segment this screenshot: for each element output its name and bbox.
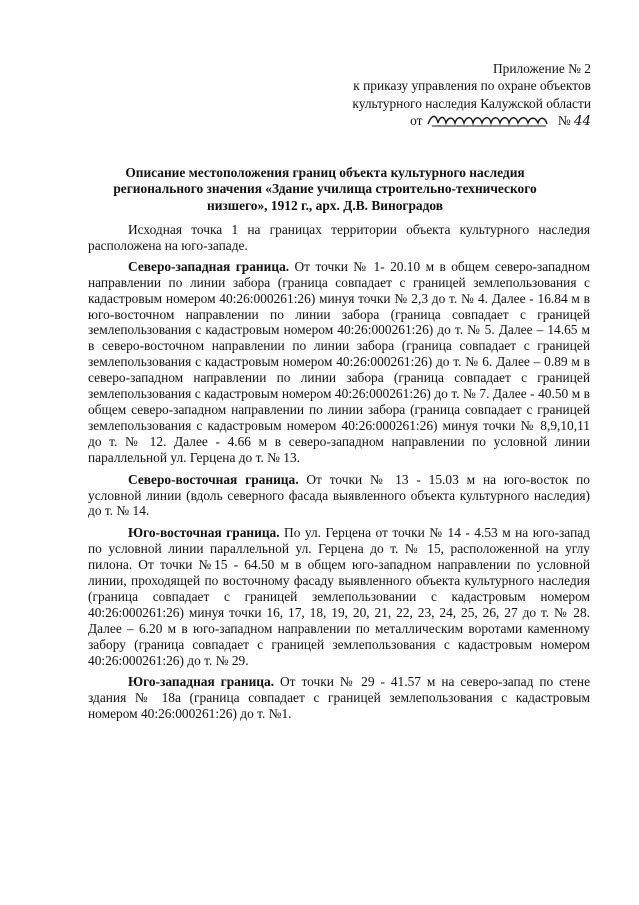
- intro-paragraph: Исходная точка 1 на границах территории объекта культурного наследия расположена на юго-западе.: [88, 222, 590, 253]
- order-number: 44: [573, 114, 591, 130]
- order-date-prefix: от: [410, 113, 426, 129]
- northeast-boundary-paragraph: [88, 472, 590, 520]
- southwest-boundary-text: От точки № 29 - 41.57 м на северо-запад по стене здания № 18а (граница совпадает с границей землепользования с кадастровым номером 40:26:000261:26) до т. №1.: [88, 674, 591, 722]
- northeast-boundary-heading: Северо-восточная граница.: [128, 471, 299, 487]
- southeast-boundary-text: По ул. Герцена от точки № 14 - 4.53 м на юго-запад по условной линии параллельной ул. Герцена до т. № 15, расположенной на углу пилона. От точки №15 - 64.50 м в общем юго-западном направлении по условной линии, проходящей по восточному фасаду выявленного объекта культурного наследия (граница совпадает с границей землепользовании с кадастровым номером 40:26:000261:26) минуя точки 16, 17, 18, 19, 20, 21, 22, 23, 24, 25, 26, 27 до т. № 28. Далее – 6.20 м в юго-западном направлении по металлическим воротами каменному забору (граница совпадает с границей землепользования с кадастровым номером 40:26:000261:26) до т. № 29.: [88, 525, 590, 668]
- appendix-header: [291, 60, 591, 131]
- title-line-2: регионального значения «Здание училища строительно-технического: [113, 181, 537, 197]
- northwest-boundary-text: От точки № 1- 20.10 м в общем северо-западном направлении по линии забора (граница совпадает с границей землепользования с кадастровым номером 40:26:000261:26) минуя точки № 2,3 до т. № 4. Далее - 16.84 м в юго-восточном направлении по линии забора (граница совпадает с границей землепользования с кадастровым номером 40:26:000261:26) до т. № 5. Далее – 14.65 м в северо-восточном направлении по линии забора (граница совпадает с границей землепользования с кадастровым номером 40:26:000261:26) до т. № 6. Далее – 0.89 м в северо-западном направлении по линии забора (граница совпадает с границей землепользования с кадастровым номером 40:26:000261:26) до т. № 7. Далее - 40.50 м в общем северо-западном направлении по линии забора (граница совпадает с границей землепользования с кадастровым номером 40:26:000261:26) минуя точки № 8,9,10,11 до т. № 12. Далее - 4.66 м в северо-западном направлении по условной линии параллельной ул. Герцена до т. № 13.: [88, 258, 590, 465]
- order-reference-line: к приказу управления по охране объектов: [353, 78, 591, 94]
- southwest-boundary-heading: Юго-западная граница.: [128, 674, 275, 690]
- southwest-boundary-paragraph: [88, 674, 590, 722]
- order-number-sign: №: [557, 113, 571, 129]
- boundary-description: [88, 222, 590, 728]
- handwritten-date-signature: [426, 112, 558, 128]
- document-title: [80, 165, 570, 214]
- southeast-boundary-paragraph: [88, 525, 590, 668]
- title-line-3: низшего», 1912 г., арх. Д.В. Виноградов: [206, 197, 443, 213]
- order-date-line: [291, 112, 591, 130]
- appendix-number: Приложение № 2: [492, 61, 591, 76]
- northwest-boundary-paragraph: [88, 259, 590, 466]
- northwest-boundary-heading: Северо-западная граница.: [128, 258, 290, 274]
- authority-line: культурного наследия Калужской области: [352, 95, 591, 111]
- northeast-boundary-text: От точки № 13 - 15.03 м на юго-восток по условной линии (вдоль северного фасада выявленного объекта культурного наследия) до т. № 14.: [88, 471, 590, 519]
- southeast-boundary-heading: Юго-восточная граница.: [128, 525, 280, 541]
- title-line-1: Описание местоположения границ объекта культурного наследия: [125, 165, 525, 180]
